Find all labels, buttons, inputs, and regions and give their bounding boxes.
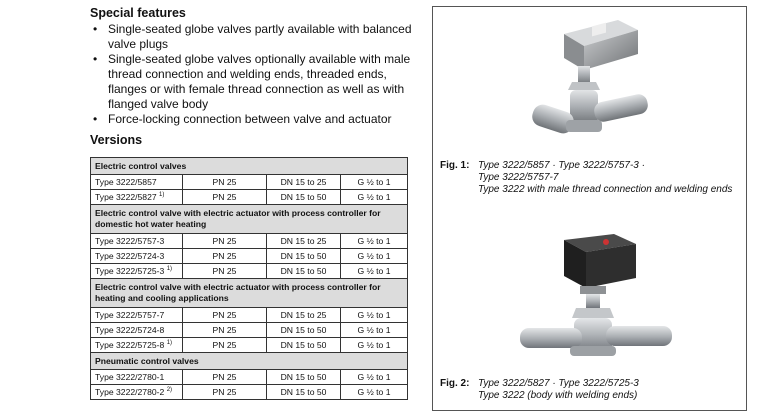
pn-cell: PN 25 (183, 370, 267, 385)
pn-cell: PN 25 (183, 234, 267, 249)
pn-cell: PN 25 (183, 249, 267, 264)
dn-cell: DN 15 to 50 (267, 323, 341, 338)
footnote-ref: 1) (159, 191, 165, 198)
table-row (91, 338, 408, 353)
caption-line: Type 3222/5857 · Type 3222/5757-3 · (478, 160, 645, 171)
thread-cell: G ½ to 1 (341, 308, 408, 323)
figure-caption-2 (440, 378, 639, 402)
thread-cell: G ½ to 1 (341, 264, 408, 279)
dn-cell: DN 15 to 50 (267, 190, 341, 205)
table-group-header (91, 158, 408, 175)
type-cell: Type 3222/5857 (95, 176, 157, 187)
pn-cell: PN 25 (183, 264, 267, 279)
table-row (91, 175, 408, 190)
footnote-ref: 1) (166, 265, 173, 272)
group-title: Electric control valve with electric actuator with process controller for domestic hot water heating (91, 205, 408, 234)
footnote-ref: 2) (166, 386, 173, 393)
list-item: • Single-seated globe valves optionally available with male thread connection and welding ends, threaded ends, flanges or with female thread connection as well as with flanged valve body (90, 52, 415, 112)
type-cell: Type 3222/5757-3 (95, 235, 165, 246)
caption-line: Type 3222 (body with welding ends) (478, 390, 638, 401)
table-row (91, 234, 408, 249)
thread-cell: G ½ to 1 (341, 370, 408, 385)
versions-table (90, 157, 408, 400)
dn-cell: DN 15 to 50 (267, 385, 341, 400)
fig-label: Fig. 1: (440, 160, 470, 171)
table-row (91, 370, 408, 385)
valve-image-fig2 (510, 228, 680, 368)
versions-heading: Versions (90, 133, 143, 147)
table-row (91, 190, 408, 205)
pn-cell: PN 25 (183, 308, 267, 323)
thread-cell: G ½ to 1 (341, 338, 408, 353)
list-item: • Force-locking connection between valve and actuator (90, 112, 415, 127)
dn-cell: DN 15 to 25 (267, 175, 341, 190)
table-row (91, 385, 408, 400)
table-row (91, 323, 408, 338)
table-group-header (91, 279, 408, 308)
valve-image-fig1 (526, 12, 666, 152)
dn-cell: DN 15 to 50 (267, 370, 341, 385)
caption-line: Type 3222/5827 · Type 3222/5725-3 (478, 378, 639, 389)
table-group-header (91, 205, 408, 234)
dn-cell: DN 15 to 50 (267, 264, 341, 279)
figure-caption-1 (440, 160, 732, 196)
type-cell: Type 3222/2780-2 (95, 386, 165, 397)
group-title: Electric control valves (91, 158, 408, 175)
list-item: • Single-seated globe valves partly available with balanced valve plugs (90, 22, 415, 52)
table-row (91, 264, 408, 279)
type-cell: Type 3222/5827 (95, 191, 157, 202)
table-group-header (91, 353, 408, 370)
thread-cell: G ½ to 1 (341, 385, 408, 400)
thread-cell: G ½ to 1 (341, 234, 408, 249)
dn-cell: DN 15 to 50 (267, 249, 341, 264)
feature-list (90, 22, 415, 127)
footnote-ref: 1) (166, 339, 173, 346)
caption-line: Type 3222 with male thread connection and welding ends (478, 184, 733, 195)
table-row (91, 249, 408, 264)
thread-cell: G ½ to 1 (341, 190, 408, 205)
thread-cell: G ½ to 1 (341, 249, 408, 264)
pn-cell: PN 25 (183, 338, 267, 353)
type-cell: Type 3222/5725-3 (95, 265, 165, 276)
text-column (90, 6, 415, 148)
pn-cell: PN 25 (183, 175, 267, 190)
thread-cell: G ½ to 1 (341, 323, 408, 338)
special-features-heading: Special features (90, 6, 186, 20)
dn-cell: DN 15 to 25 (267, 234, 341, 249)
pn-cell: PN 25 (183, 385, 267, 400)
thread-cell: G ½ to 1 (341, 175, 408, 190)
dn-cell: DN 15 to 25 (267, 308, 341, 323)
pn-cell: PN 25 (183, 323, 267, 338)
table-row (91, 308, 408, 323)
group-title: Pneumatic control valves (91, 353, 408, 370)
fig-label: Fig. 2: (440, 378, 470, 389)
pn-cell: PN 25 (183, 190, 267, 205)
type-cell: Type 3222/5724-3 (95, 250, 165, 261)
type-cell: Type 3222/2780-1 (95, 371, 165, 382)
group-title: Electric control valve with electric actuator with process controller for heating and cooling applications (91, 279, 408, 308)
type-cell: Type 3222/5724-8 (95, 324, 165, 335)
type-cell: Type 3222/5725-8 (95, 339, 165, 350)
type-cell: Type 3222/5757-7 (95, 309, 165, 320)
dn-cell: DN 15 to 50 (267, 338, 341, 353)
caption-line: Type 3222/5757-7 (478, 172, 559, 183)
